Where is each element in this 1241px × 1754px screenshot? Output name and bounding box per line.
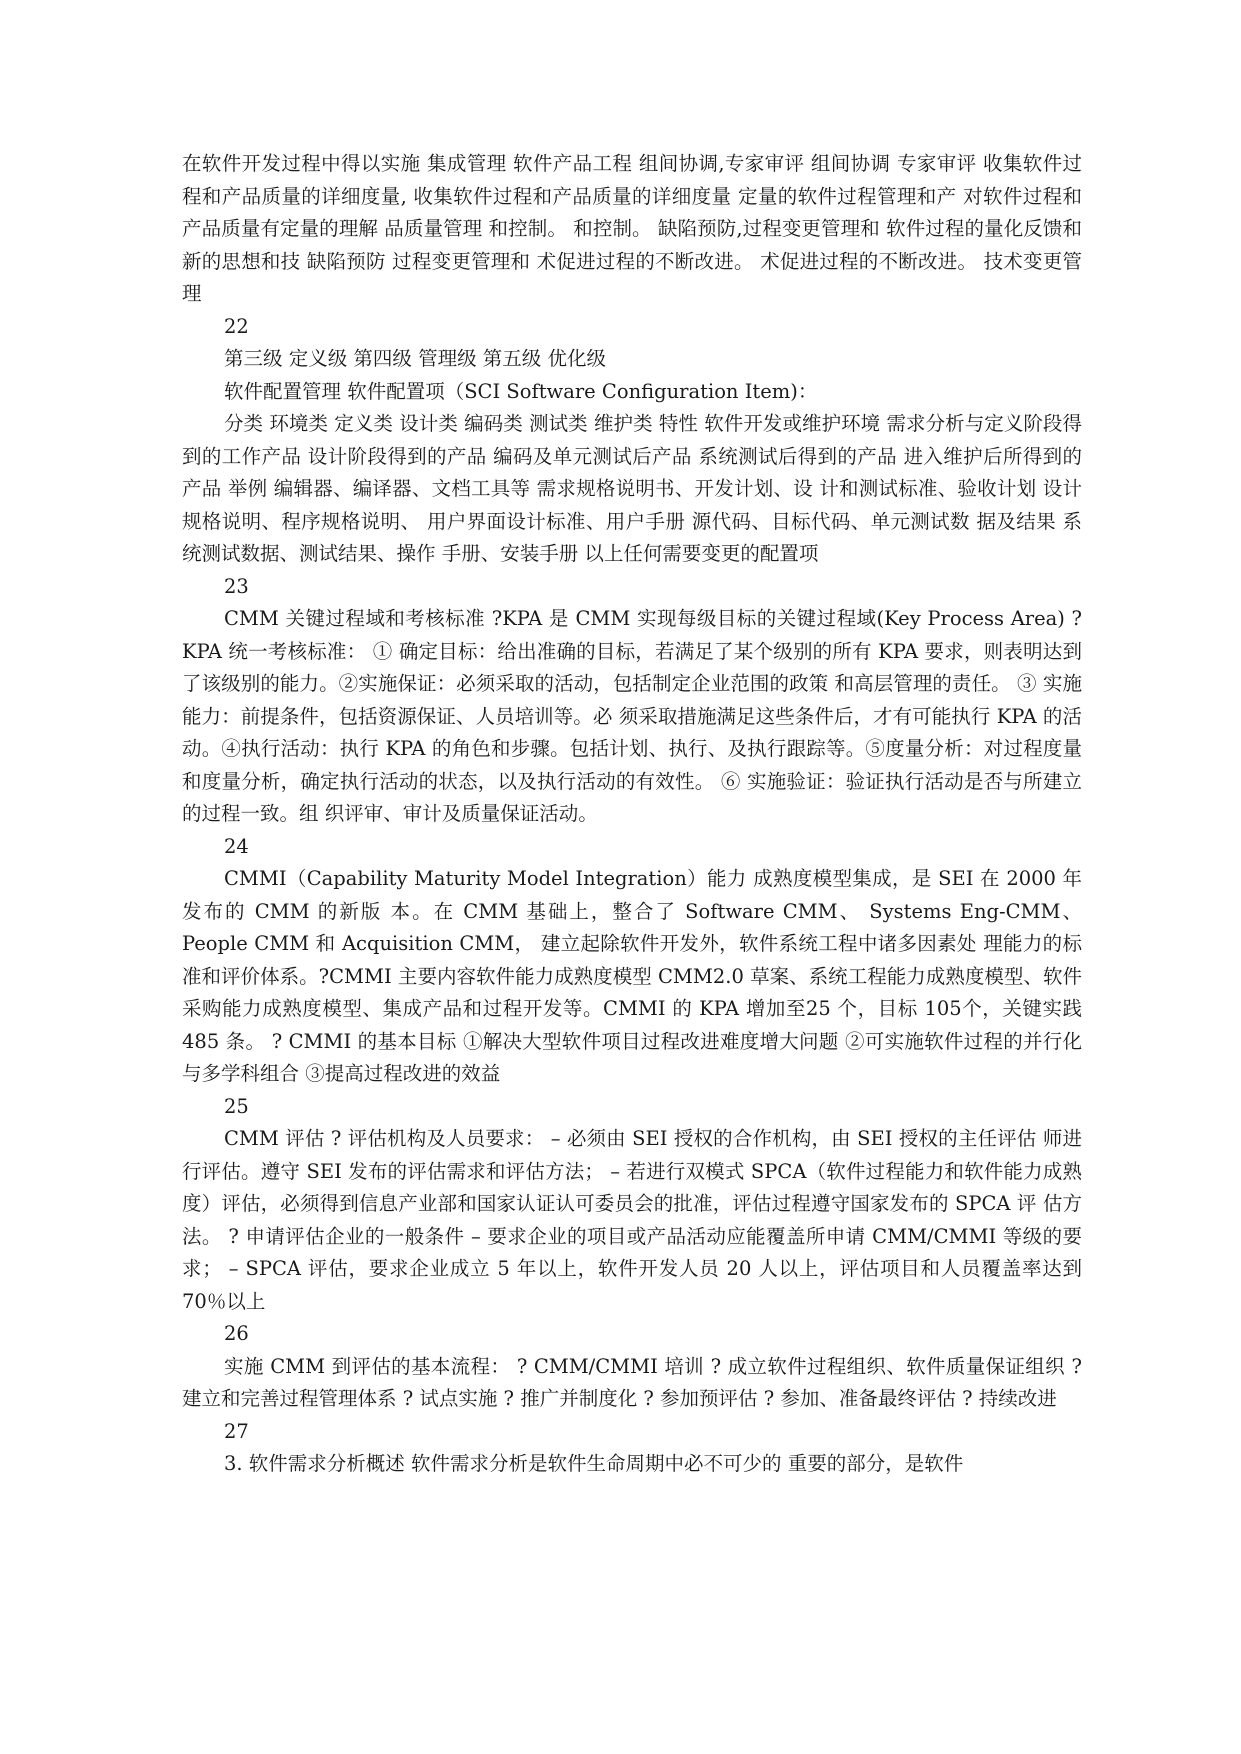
page-marker: 23 [224, 574, 249, 598]
paragraph: CMM 评估 ? 评估机构及人员要求： – 必须由 SEI 授权的合作机构，由 SEI 授权的主任评估 师进行评估。遵守 SEI 发布的评估需求和评估方法； – 若进行双模式 SPCA（软件过程能力和软件能力成熟度）评估，必须得到信息产业部和国家认证认可委员会的批准，评估过程遵守国家发布的 SPCA 评 估方法。 ? 申请评估企业的一般条件 – 要求企业的项目或产品活动应能覆盖所申请 CMM/CMMI 等级的要求； – SPCA 评估，要求企业成立 5 年以上，软件开发人员 20 人以上，评估项目和人员覆盖率达到 70％以上 [182, 1127, 1082, 1313]
paragraph: 分类 环境类 定义类 设计类 编码类 测试类 维护类 特性 软件开发或维护环境 需求分析与定义阶段得到的工作产品 设计阶段得到的产品 编码及单元测试后产品 系统测试后得到的产品 进入维护后所得到的产品 举例 编辑器、编译器、文档工具等 需求规格说明书、开发计划、设 计和测试标准、验收计划 设计规格说明、程序规格说明、 用户界面设计标准、用户手册 源代码、目标代码、单元测试数 据及结果 系统测试数据、测试结果、操作 手册、安装手册 以上任何需要变更的配置项 [182, 412, 1082, 565]
page-marker: 22 [224, 314, 249, 338]
paragraph: 在软件开发过程中得以实施 集成管理 软件产品工程 组间协调,专家审评 组间协调 专家审评 收集软件过程和产品质量的详细度量, 收集软件过程和产品质量的详细度量 定量的软件过程管理和产 对软件过程和产品质量有定量的理解 品质量管理 和控制。 和控制。 缺陷预防,过程变更管理和 软件过程的量化反馈和新的思想和技 缺陷预防 过程变更管理和 术促进过程的不断改进。 术促进过程的不断改进。 技术变更管理 [182, 152, 1082, 305]
paragraph: 第三级 定义级 第四级 管理级 第五级 优化级 [224, 347, 606, 370]
paragraph: 实施 CMM 到评估的基本流程： ? CMM/CMMI 培训 ? 成立软件过程组织、软件质量保证组织 ? 建立和完善过程管理体系 ? 试点实施 ? 推广并制度化 ? 参加预评估 ? 参加、准备最终评估 ? 持续改进 [182, 1354, 1082, 1410]
page-marker: 25 [224, 1094, 249, 1118]
page-marker: 24 [224, 834, 249, 858]
page-marker: 27 [224, 1419, 249, 1443]
paragraph: 软件配置管理 软件配置项（SCI Software Configuration Item)： [224, 379, 818, 403]
paragraph: CMMI（Capability Maturity Model Integration）能力 成熟度模型集成，是 SEI 在 2000 年发布的 CMM 的新版 本。在 CMM 基础上，整合了 Software CMM、 Systems Eng-CMM、People CMM 和 Acquisition CMM， 建立起除软件开发外，软件系统工程中诸多因素处 理能力的标准和评价体系。?CMMI 主要内容软件能力成熟度模型 CMM2.0 草案、系统工程能力成熟度模型、软件采购能力成熟度模型、集成产品和过程开发等。CMMI 的 KPA 增加至25 个，目标 105个，关键实践 485 条。 ? CMMI 的基本目标 ①解决大型软件项目过程改进难度增大问题 ②可实施软件过程的并行化与多学科组合 ③提高过程改进的效益 [182, 867, 1082, 1085]
paragraph: CMM 关键过程域和考核标准 ?KPA 是 CMM 实现每级目标的关键过程域(Key Process Area) ?KPA 统一考核标准： ① 确定目标：给出准确的目标，若满足了某个级别的所有 KPA 要求，则表明达到了该级别的能力。②实施保证：必须采取的活动，包括制定企业范围的政策 和高层管理的责任。 ③ 实施能力：前提条件，包括资源保证、人员培训等。必 须采取措施满足这些条件后，才有可能执行 KPA 的活动。④执行活动：执行 KPA 的角色和步骤。包括计划、执行、及执行跟踪等。⑤度量分析：对过程度量和度量分析，确定执行活动的状态，以及执行活动的有效性。 ⑥ 实施验证：验证执行活动是否与所建立的过程一致。组 织评审、审计及质量保证活动。 [182, 607, 1082, 825]
page-marker: 26 [224, 1322, 249, 1345]
document-page [182, 148, 1082, 1481]
paragraph: 3. 软件需求分析概述 软件需求分析是软件生命周期中必不可少的 重要的部分，是软件 [224, 1452, 964, 1475]
